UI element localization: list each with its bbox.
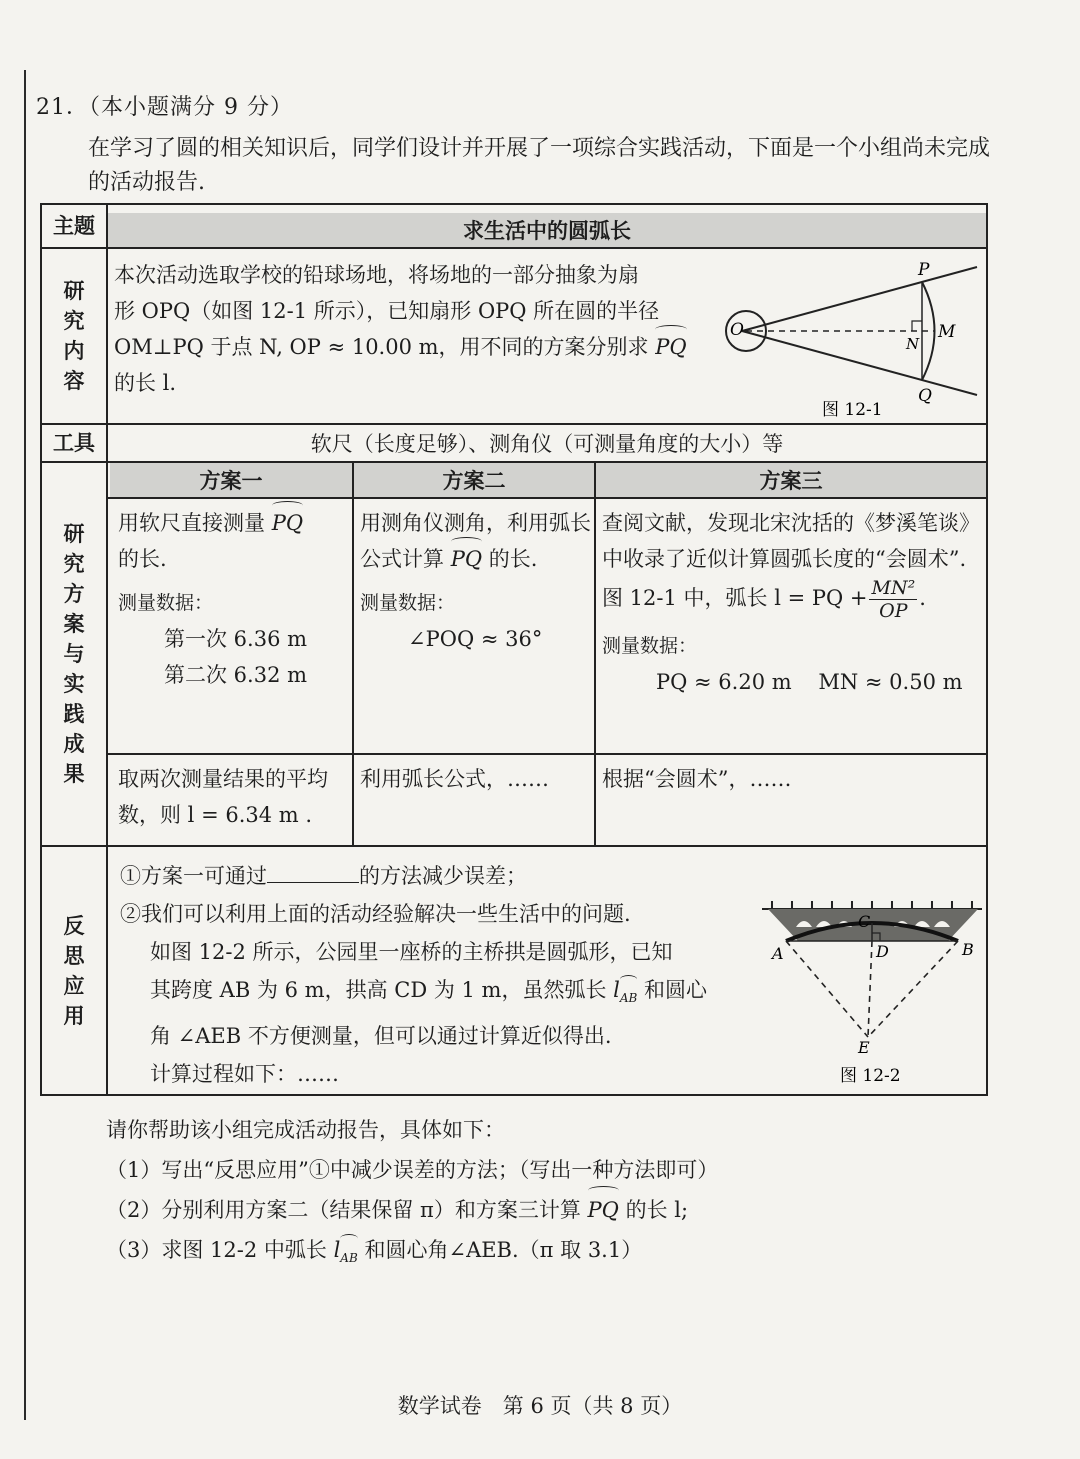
fig2-label-c: C xyxy=(858,912,871,931)
question-header: 21．（本小题满分 9 分） xyxy=(36,95,293,120)
plan-2-result: 利用弧长公式，…… xyxy=(360,767,549,791)
plan-3-title: 方案三 xyxy=(596,463,986,497)
fig2-label-b: B xyxy=(962,940,974,959)
fig2-label-a: A xyxy=(772,944,784,963)
answer-blank[interactable] xyxy=(267,862,359,883)
figure-12-2 xyxy=(758,897,988,1089)
fig2-radius-ea xyxy=(786,941,868,1037)
subject-row xyxy=(42,205,986,249)
content-text: 本次活动选取学校的铅球场地，将场地的一部分抽象为扇 形 OPQ（如图 12-1 所示），已知扇形 OPQ 所在圆的半径 OM⊥PQ 于点 N, OP ≈ 10.00 m，用不同的方案分别求 PQ 的长 l. xyxy=(114,263,687,395)
fig1-right-angle xyxy=(912,321,922,331)
plan-2-body: 用测角仪测角，利用弧长公式计算 PQ 的长. 测量数据： ∠POQ ≈ 36° xyxy=(360,511,591,651)
subject-title: 求生活中的圆弧长 xyxy=(108,213,986,247)
content-row xyxy=(42,249,986,425)
plan-1-title: 方案一 xyxy=(110,463,352,497)
subject-label: 主题 xyxy=(42,205,108,247)
arc-pq: PQ xyxy=(655,329,686,365)
tools-row xyxy=(42,425,986,463)
fig2-railing xyxy=(772,901,972,909)
task-1: （1）写出“反思应用”①中减少误差的方法；（写出一种方法即可） xyxy=(106,1158,719,1182)
tools-label: 工具 xyxy=(42,425,108,461)
figure-12-1 xyxy=(722,251,982,421)
tools-text: 软尺（长度足够）、测角仪（可测量角度的大小）等 xyxy=(310,432,784,456)
plans-label: 研究方案与实践成果 xyxy=(42,463,108,845)
plan-3-result: 根据“会圆术”，…… xyxy=(602,767,792,791)
activity-report-table xyxy=(40,203,988,1096)
fig1-label-n: N xyxy=(906,335,920,353)
reflect-label: 反思应用 xyxy=(42,847,108,1094)
fig1-label-q: Q xyxy=(918,386,932,406)
plan-1-body: 用软尺直接测量 PQ 的长. 测量数据： 第一次 6.36 m 第二次 6.32 m xyxy=(118,505,348,693)
tasks xyxy=(106,1110,718,1278)
fig2-label-d: D xyxy=(876,942,889,961)
tasks-intro: 请你帮助该小组完成活动报告，具体如下： xyxy=(106,1118,505,1142)
task-2: （2）分别利用方案二（结果保留 π）和方案三计算 PQ 的长 l; xyxy=(106,1190,718,1230)
fig1-label-m: M xyxy=(938,322,956,342)
question-intro: 在学习了圆的相关知识后，同学们设计并开展了一项综合实践活动，下面是一个小组尚未完成的活动报告. xyxy=(88,136,991,195)
page-footer: 数学试卷 第 6 页（共 8 页） xyxy=(397,1394,683,1418)
plan-2-title: 方案二 xyxy=(354,463,594,497)
plan-3-body: 查阅文献，发现北宋沈括的《梦溪笔谈》中收录了近似计算圆弧长度的“会圆术”. 图 12-1 中，弧长 l = PQ + $\frac{\text{MN²}}{OP}$ . 测量数据： PQ ≈ 6.20 m MN ≈ 0.50 m xyxy=(602,511,980,694)
frac-mn2-op: $\frac{\text{MN²}}{OP}$ xyxy=(871,577,916,622)
plan-1-result: 取两次测量结果的平均数，则 l = 6.34 m . xyxy=(118,767,328,827)
plans-row xyxy=(42,463,986,847)
fig1-label-p: P xyxy=(918,260,930,280)
binding-line xyxy=(24,70,26,1420)
content-label: 研究内容 xyxy=(42,249,108,423)
fig2-label-e: E xyxy=(858,1038,870,1057)
reflect-text: ①方案一可通过 的方法减少误差； ②我们可以利用上面的活动经验解决一些生活中的问题. 如图 12-2 所示，公园里一座桥的主桥拱是圆弧形，已知 其跨度 AB 为 6 m，拱高 CD 为 1 m，虽然弧长 $l_{AB}$ 和圆心 角 ∠AEB 不方便测量，但可以通过计算近似得出. 计算过程如下：…… xyxy=(120,864,708,1087)
task-3: （3）求图 12-2 中弧长 $l_{AB}$ 和圆心角∠AEB.（π 取 3.1） xyxy=(106,1230,718,1278)
fig2-caption: 图 12-2 xyxy=(840,1066,901,1086)
fig1-label-o: O xyxy=(730,320,744,340)
fig2-radius-ed xyxy=(868,941,872,1037)
reflect-row xyxy=(42,847,986,1094)
fig1-caption: 图 12-1 xyxy=(822,400,883,420)
